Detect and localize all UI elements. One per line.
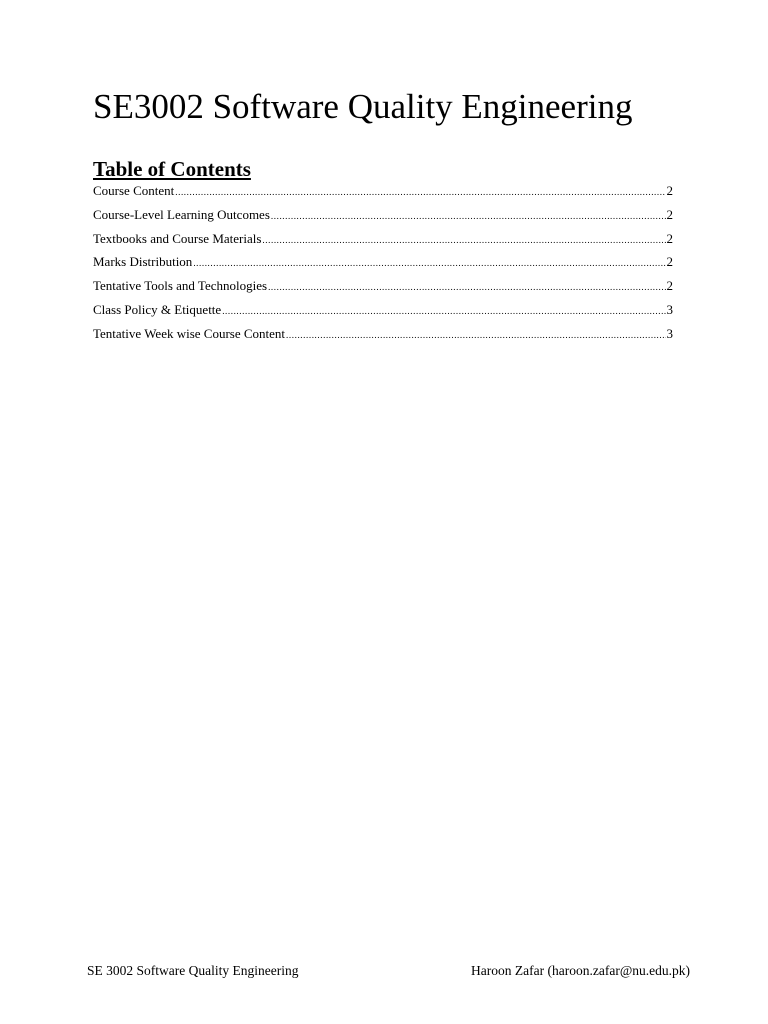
- toc-entry-course-content[interactable]: [93, 182, 673, 206]
- toc-entry-label: Tentative Week wise Course Content: [93, 325, 286, 341]
- toc-dot-leader: [175, 183, 665, 201]
- toc-dot-leader: [271, 207, 666, 225]
- footer-course-name: SE 3002 Software Quality Engineering: [87, 963, 299, 978]
- toc-entry-marks-distribution[interactable]: [93, 253, 673, 277]
- toc-dot-leader: [268, 278, 665, 296]
- toc-entry-page: 2: [666, 206, 673, 222]
- toc-entry-tools[interactable]: [93, 277, 673, 301]
- table-of-contents: [93, 182, 673, 349]
- toc-entry-page: 2: [666, 278, 673, 294]
- page-title: SE3002 Software Quality Engineering: [93, 87, 633, 126]
- toc-entry-class-policy[interactable]: [93, 301, 673, 325]
- toc-entry-textbooks[interactable]: [93, 230, 673, 254]
- toc-entry-label: Textbooks and Course Materials: [93, 230, 262, 246]
- toc-entry-label: Course-Level Learning Outcomes: [93, 206, 270, 222]
- toc-entry-label: Marks Distribution: [93, 254, 193, 270]
- toc-entry-week-wise-content[interactable]: [93, 325, 673, 349]
- toc-entry-page: 2: [666, 183, 673, 198]
- toc-dot-leader: [222, 302, 665, 320]
- toc-entry-page: 2: [666, 254, 673, 270]
- toc-entry-page: 2: [666, 230, 673, 246]
- toc-heading: Table of Contents: [93, 157, 251, 181]
- toc-dot-leader: [262, 231, 665, 249]
- toc-entry-label: Tentative Tools and Technologies: [93, 278, 268, 294]
- toc-entry-label: Class Policy & Etiquette: [93, 301, 222, 317]
- toc-entry-page: 3: [666, 301, 673, 317]
- footer-instructor-contact: Haroon Zafar (haroon.zafar@nu.edu.pk): [471, 963, 690, 978]
- toc-dot-leader: [286, 326, 665, 344]
- page-footer: [87, 962, 690, 980]
- toc-entry-learning-outcomes[interactable]: [93, 206, 673, 230]
- toc-entry-page: 3: [666, 325, 673, 341]
- toc-entry-label: Course Content: [93, 183, 175, 198]
- toc-dot-leader: [193, 254, 665, 272]
